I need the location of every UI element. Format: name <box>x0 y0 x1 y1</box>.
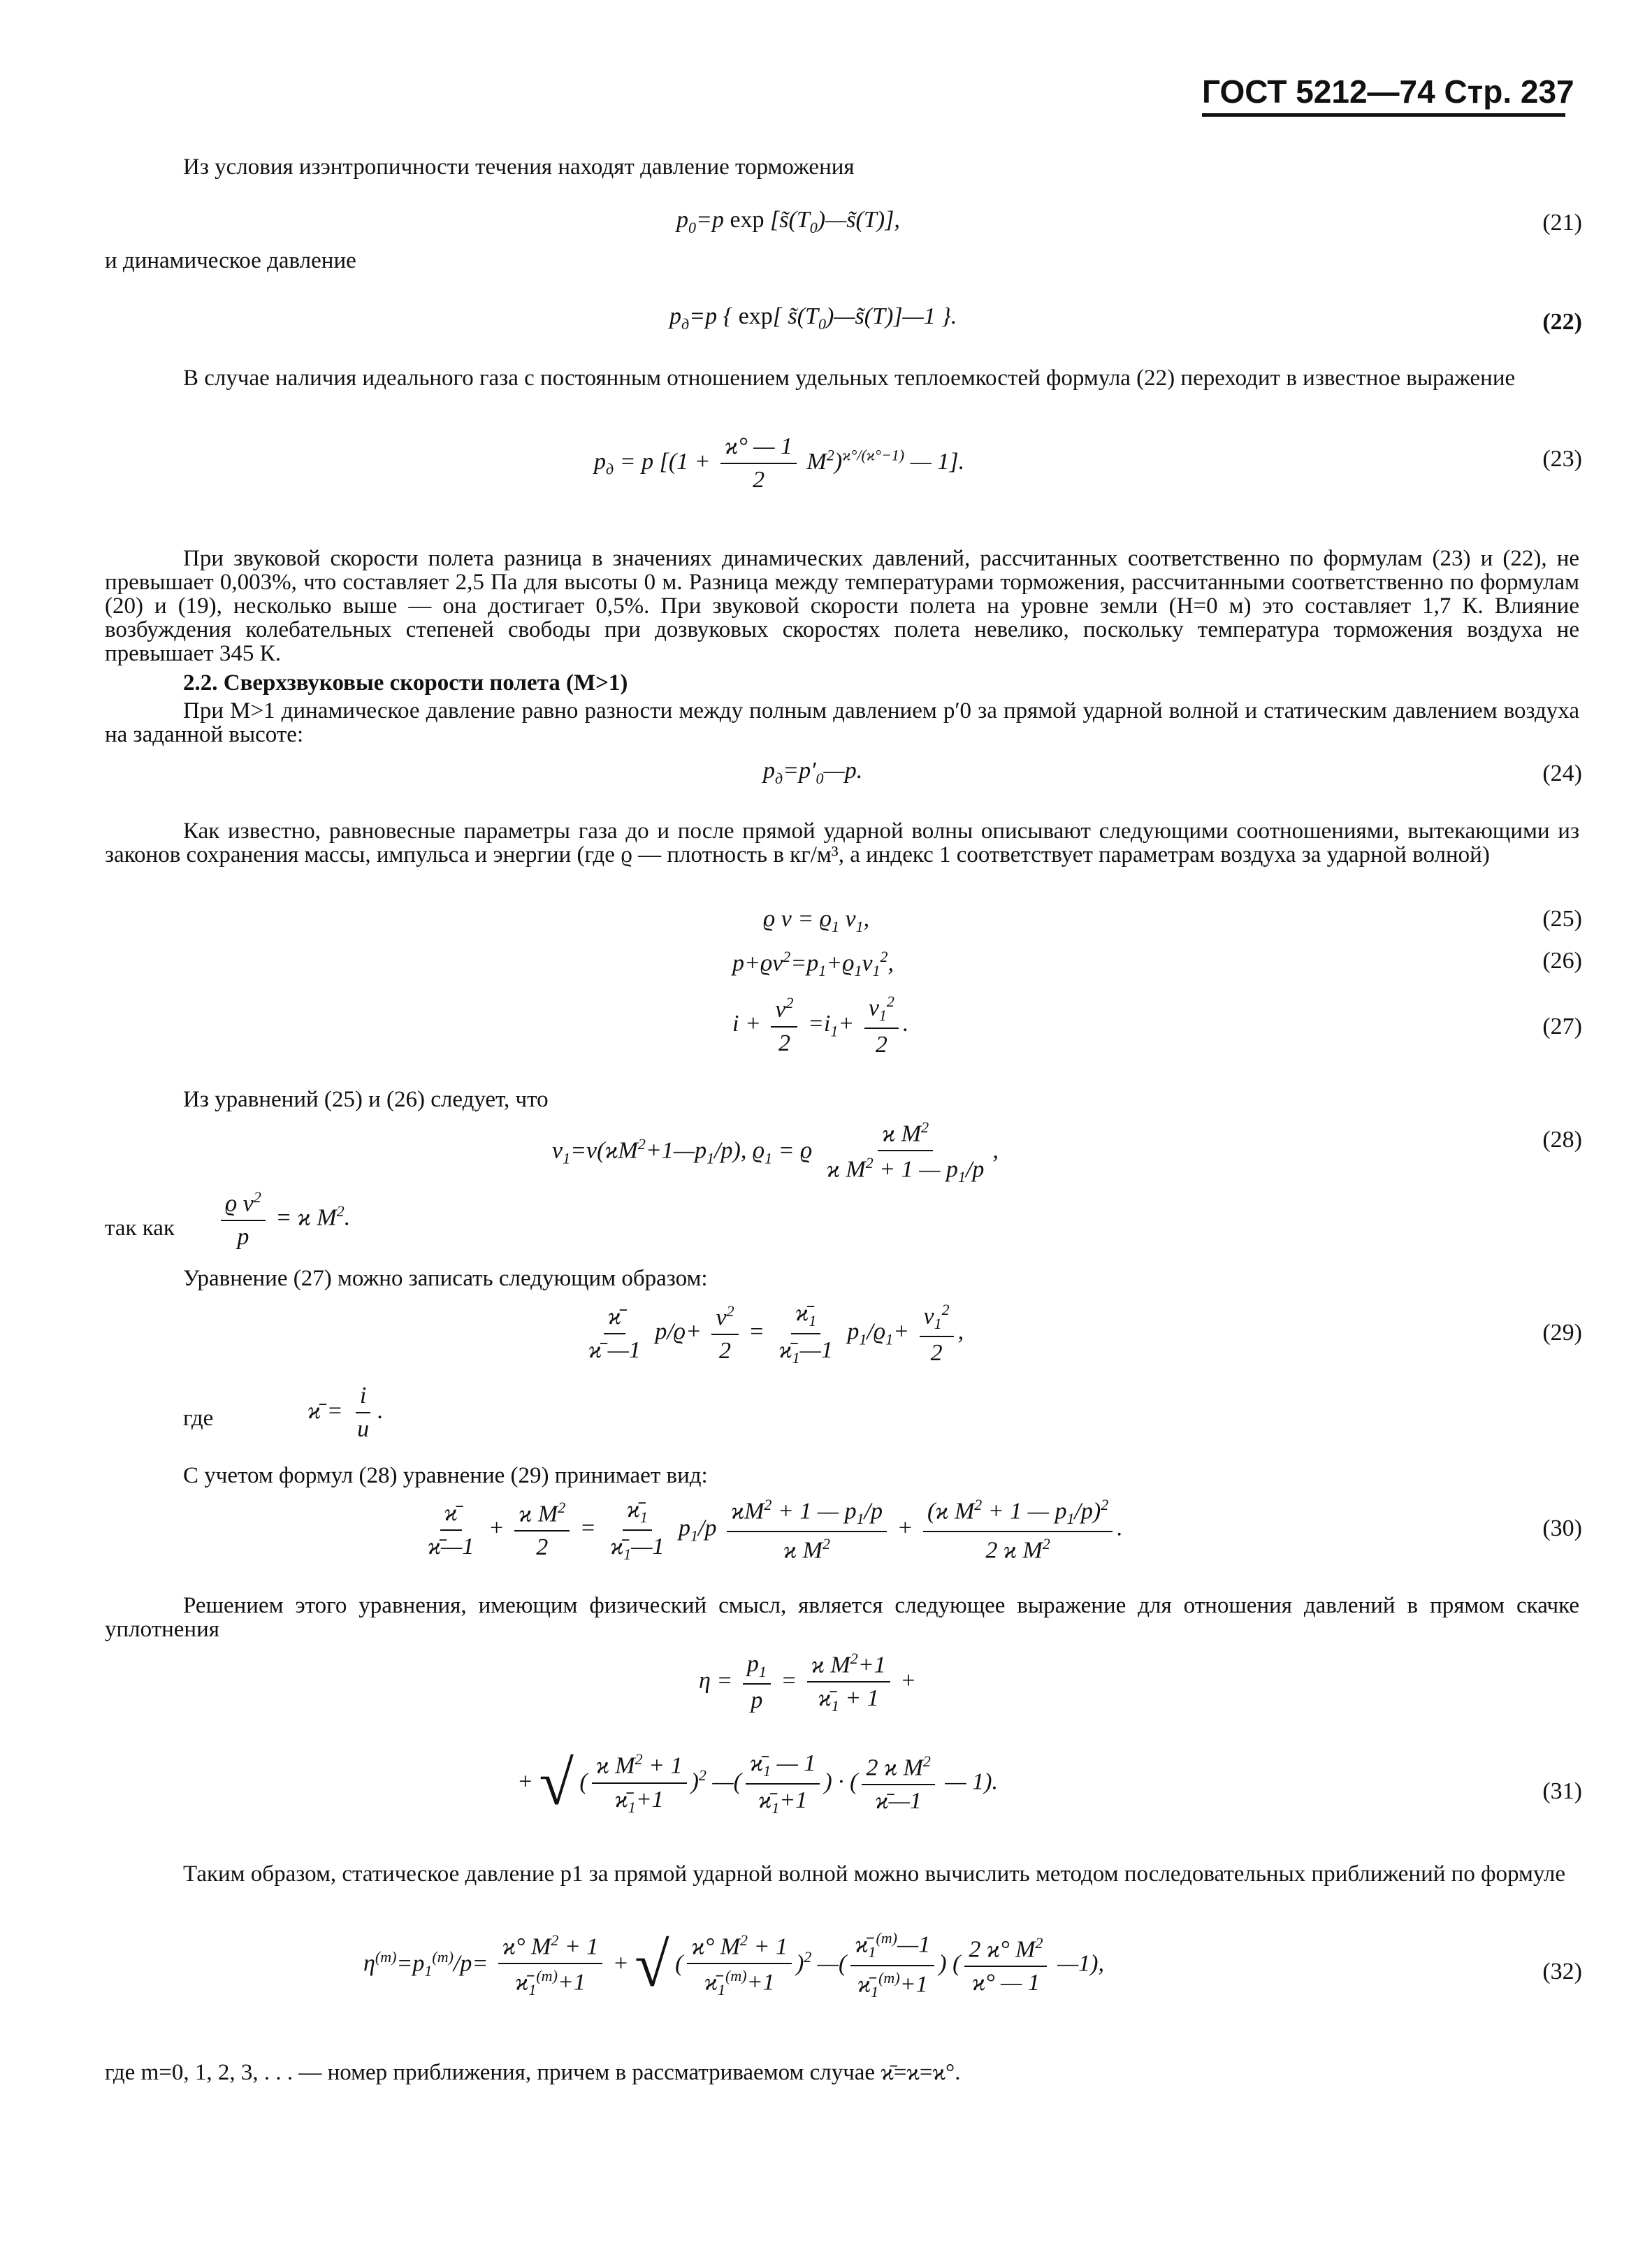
paragraph: Как известно, равновесные параметры газа до и после прямой ударной волны описывают следующими соотношениями, вытекающими из законов сохранения массы, импульса и энергии (где ϱ — плотность в кг/м³, а индекс 1 соответствует параметрам воздуха за ударной волной) <box>105 819 1579 867</box>
equation-number: (22) <box>1542 309 1582 335</box>
equation-number: (28) <box>1542 1127 1582 1153</box>
paragraph: Таким образом, статическое давление p1 за прямой ударной волной можно вычислить методом последовательных приближений по формуле <box>183 1861 1566 1887</box>
paragraph: так как <box>105 1216 175 1241</box>
page-header: ГОСТ 5212—74 Стр. 237 <box>1202 73 1565 117</box>
equation-number: (21) <box>1542 210 1582 236</box>
formula-29: $\frac{ϰ̄}{ϰ̄ —1}$ p/ϱ+ $\frac{v^2}{2}$ = $\frac{ϰ̄_1}{ϰ̄_1—1}$ $p_1/ϱ_1+$ $\frac{v_1^2}{2}$ , <box>588 1300 964 1367</box>
equation-number: (23) <box>1542 446 1582 472</box>
equation-number: (30) <box>1542 1515 1582 1541</box>
paragraph: где <box>183 1406 214 1431</box>
equation-number: (29) <box>1542 1320 1582 1346</box>
equation-number: (31) <box>1542 1778 1582 1804</box>
paragraph: Из условия изэнтропичности течения находят давление торможения <box>183 154 855 180</box>
paragraph: При звуковой скорости полета разница в значениях динамических давлений, рассчитанных соответственно по формулам (23) и (22), не превышает 0,003%, что составляет 2,5 Па для высоты 0 м. Разница между температурами торможения, рассчитанными соответственно по формулам (20) и (19), несколько выше — она достигает 0,5%. При звуковой скорости полета на уровне земли (H=0 м) это составляет 1,7 К. Влияние возбуждения колебательных степеней свободы при дозвуковых скоростях полета невелико, поскольку температура торможения воздуха не превышает 345 К. <box>105 546 1579 666</box>
formula-30: $\frac{ϰ̄}{ϰ̄—1}$ + $\frac{ϰ M^2}{2}$ = $\frac{ϰ̄_1}{ϰ̄_1—1}$ $p_1/p$ $\frac{ϰM^2 + 1 — p_1/p}{ϰ M^2}$ + $\frac{(ϰ M^2 + 1 — p_1/p)^2}{2 ϰ M^2}$ . <box>428 1496 1123 1564</box>
paragraph: и динамическое давление <box>105 248 356 273</box>
formula-25: ϱ $v = ϱ_1$ $v_1$, <box>763 906 870 935</box>
formula-23: $p_д = p$ [(1 + $\frac{ϰ^\circ — 1}{2}$ $M^2)^{ϰ^\circ/(ϰ^\circ-1)}$ — 1]. <box>594 433 965 493</box>
equation-number: (26) <box>1542 948 1582 974</box>
paragraph: Уравнение (27) можно записать следующим образом: <box>183 1266 708 1291</box>
paragraph: В случае наличия идеального газа с постоянным отношением удельных теплоемкостей формула (22) переходит в известное выражение <box>183 366 1516 391</box>
paragraph: При M>1 динамическое давление равно разности между полным давлением p′0 за прямой ударной волной и статическим давлением воздуха на заданной высоте: <box>105 698 1579 747</box>
paragraph: С учетом формул (28) уравнение (29) принимает вид: <box>183 1463 708 1488</box>
equation-number: (24) <box>1542 761 1582 786</box>
formula-24: $p_д=p'_0—p$. <box>763 758 863 787</box>
formula-22: $p_д=p$ { exp[ $s̃(T_0)—s̃(T)]—1$ }. <box>669 303 957 333</box>
formula-21: $p_0=p$ $\exp [s̃(T_0)—s̃(T)]$, <box>676 207 900 236</box>
formula-28: $v_1=v(ϰM^2+1—p_1/p)$, $ϱ_1 = ϱ$ $\frac{ϰ M^2}{ϰ M^2 + 1 — p_1/p}$ , <box>552 1118 999 1186</box>
formula-31-line2: + √ ( $\frac{ϰ M^2 + 1}{ϰ̄_1+1}$ )$^2$ —( $\frac{ϰ̄_1 — 1}{ϰ̄_1+1}$ ) · ( $\frac{2 ϰ M^2}{ϰ̄—1}$ — 1). <box>517 1749 998 1818</box>
formula-mach: $\frac{ϱ v^2}{p}$ = ϰ $M^2$. <box>217 1188 350 1251</box>
paragraph: где m=0, 1, 2, 3, . . . — номер приближения, причем в рассматриваемом случае ϰ̄=ϰ=ϰ°. <box>105 2060 961 2085</box>
section-heading: 2.2. Сверхзвуковые скорости полета (M>1) <box>183 670 628 696</box>
formula-31-line1: η = $\frac{p_1}{p}$ = $\frac{ϰ M^2+1}{ϰ̄_1 + 1}$ + <box>699 1650 917 1715</box>
formula-kappa: ϰ̄ = $\frac{i}{u}$ . <box>307 1383 384 1442</box>
formula-27: i + $\frac{v^2}{2}$ $=i_1+$ $\frac{v_1^2}{2}$ . <box>732 993 909 1058</box>
equation-number: (27) <box>1542 1014 1582 1039</box>
paragraph: Решением этого уравнения, имеющим физический смысл, является следующее выражение для отношения давлений в прямом скачке уплотнения <box>105 1593 1579 1642</box>
formula-26: $p+ϱv^2=p_1+ϱ_1v_1^2$, <box>732 948 894 980</box>
formula-32: $\eta^{(m)}=p_1^{(m)}/p=$ $\frac{ϰ^\circ M^2 + 1}{ϰ̄_1^{(m)}+1}$ + √ ( $\frac{ϰ^\circ M^2 + 1}{ϰ̄_1^{(m)}+1}$ )$^2$ —( $\frac{ϰ̄_1^{(m)}—1}{ϰ̄_1^{(m)}+1}$ ) ( $\frac{2 ϰ^\circ M^2}{ϰ^\circ — 1}$ —1), <box>363 1929 1104 2001</box>
equation-number: (25) <box>1542 906 1582 932</box>
paragraph: Из уравнений (25) и (26) следует, что <box>183 1087 549 1112</box>
equation-number: (32) <box>1542 1959 1582 1984</box>
